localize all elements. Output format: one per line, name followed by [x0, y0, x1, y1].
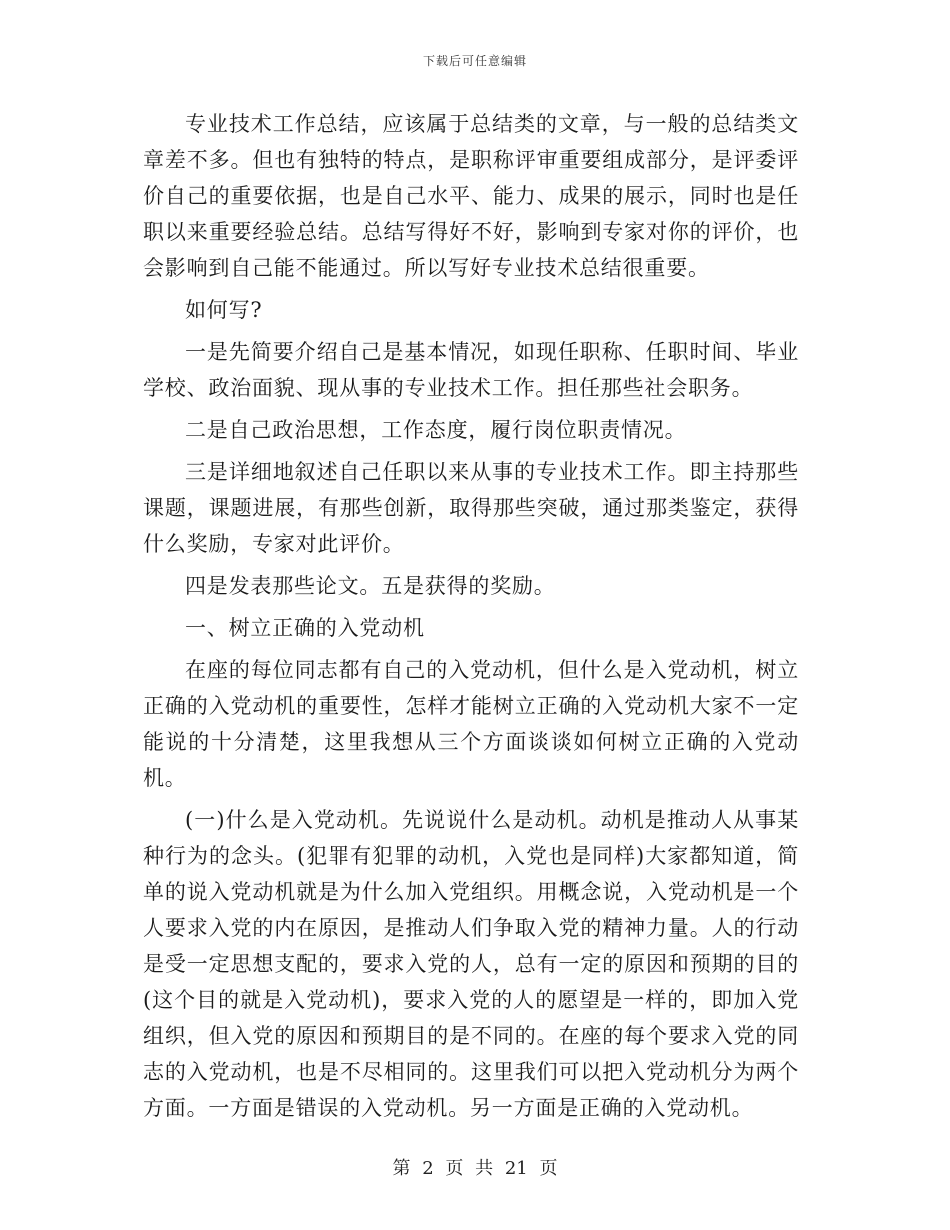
paragraph-point-two: 二是自己政治思想，工作态度，履行岗位职责情况。: [185, 418, 687, 442]
paragraph-point-three: 三是详细地叙述自己任职以来从事的专业技术工作。即主持那些课题，课题进展，有那些创新，取得那些突破，通过那类鉴定，获得什么奖励，专家对此评价。: [143, 460, 799, 556]
page-number: 第 2 页 共 21 页: [392, 1158, 558, 1179]
paragraph-intro: 专业技术工作总结，应该属于总结类的文章，与一般的总结类文章差不多。但也有独特的特点，是职称评审重要组成部分，是评委评价自己的重要依据，也是自己水平、能力、成果的展示，同时也是任职以来重要经验总结。总结写得好不好，影响到专家对你的评价，也会影响到自己能不能通过。所以写好专业技术总结很重要。: [143, 112, 799, 280]
paragraph-point-four-five: 四是发表那些论文。五是获得的奖励。: [185, 574, 556, 598]
paragraph-what-is-motivation: (一)什么是入党动机。先说说什么是动机。动机是推动人从事某种行为的念头。(犯罪有犯罪的动机，入党也是同样)大家都知道，简单的说入党动机就是为什么加入党组织。用概念说，入党动机是一个人要求入党的内在原因，是推动人们争取入党的精神力量。人的行动是受一定思想支配的，要求入党的人，总有一定的原因和预期的目的(这个目的就是入党动机)，要求入党的人的愿望是一样的，即加入党组织，但入党的原因和预期目的是不同的。在座的每个要求入党的同志的入党动机，也是不尽相同的。这里我们可以把入党动机分为两个方面。一方面是错误的入党动机。另一方面是正确的入党动机。: [143, 808, 799, 1120]
section-heading: 一、树立正确的入党动机: [185, 616, 425, 640]
paragraph-point-one: 一是先简要介绍自己是基本情况，如现任职称、任职时间、毕业学校、政治面貌、现从事的专业技术工作。担任那些社会职务。: [143, 340, 799, 400]
page-header-note: 下载后可任意编辑: [422, 54, 527, 68]
paragraph-motivation-intro: 在座的每位同志都有自己的入党动机，但什么是入党动机，树立正确的入党动机的重要性，怎样才能树立正确的入党动机大家不一定能说的十分清楚，这里我想从三个方面谈谈如何树立正确的入党动机。: [143, 658, 799, 790]
paragraph-how-to-write: 如何写?: [185, 298, 263, 322]
document-body: [143, 106, 799, 1132]
